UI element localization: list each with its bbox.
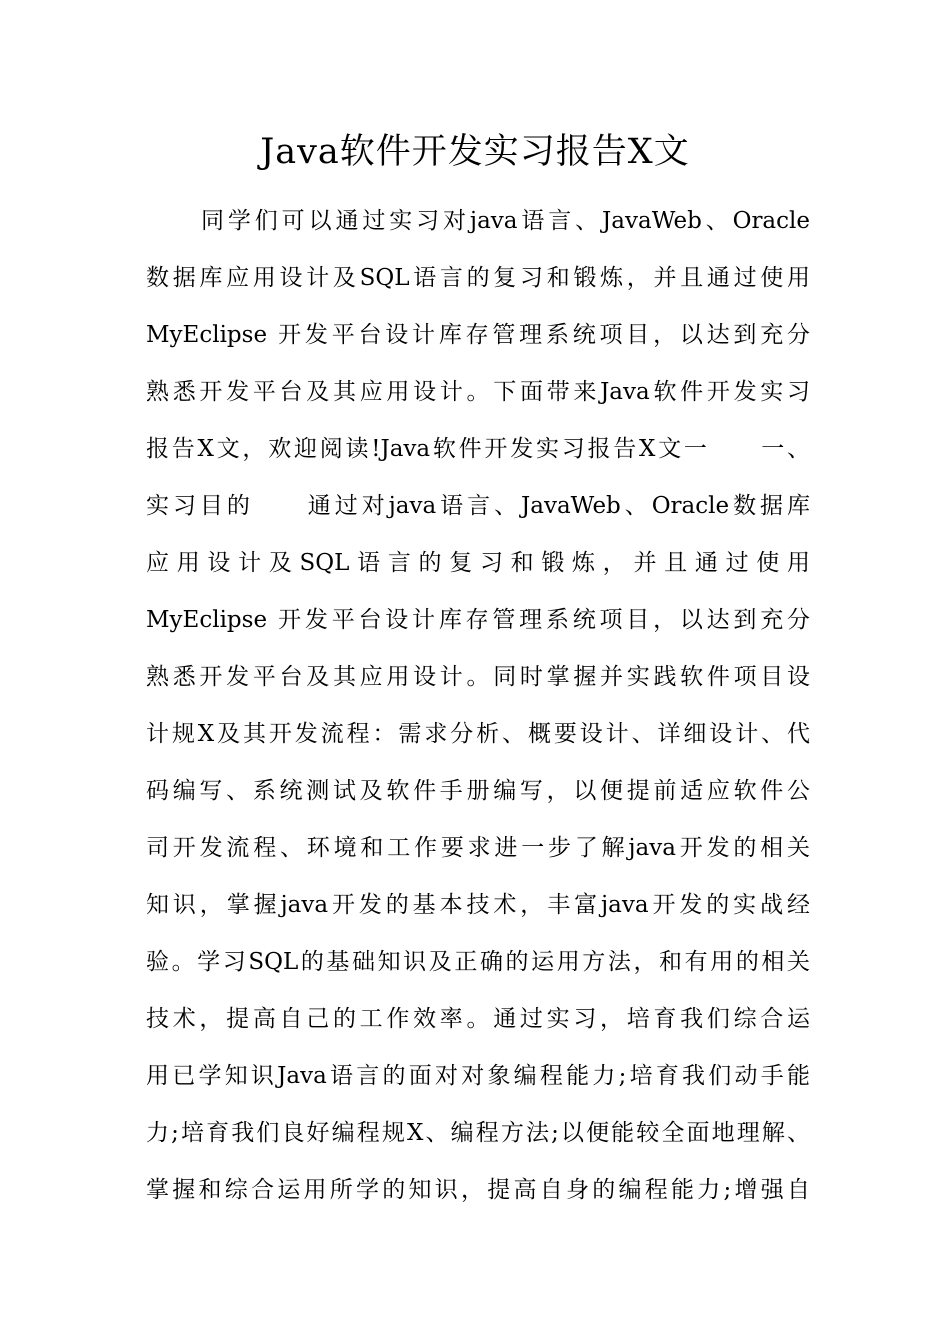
body-line-11: 码编写、系统测试及软件手册编写，以便提前适应软件公	[146, 778, 810, 804]
body-line-12: 司开发流程、环境和工作要求进一步了解java开发的相关	[146, 835, 810, 861]
body-line-7: 应用设计及SQL语言的复习和锻炼，并且通过使用	[146, 550, 810, 576]
body-line-16: 用已学知识Java语言的面对对象编程能力;培育我们动手能	[146, 1063, 810, 1089]
body-line-5: 报告X文，欢迎阅读!Java软件开发实习报告X文一 一、	[146, 436, 810, 462]
body-line-3: MyEclipse 开发平台设计库存管理系统项目，以达到充分	[146, 322, 810, 348]
body-line-2: 数据库应用设计及SQL语言的复习和锻炼，并且通过使用	[146, 265, 810, 291]
body-line-9: 熟悉开发平台及其应用设计。同时掌握并实践软件项目设	[146, 664, 810, 690]
body-line-10: 计规X及其开发流程：需求分析、概要设计、详细设计、代	[146, 721, 810, 747]
body-line-1: 同学们可以通过实习对java语言、JavaWeb、Oracle	[201, 208, 810, 234]
body-line-6: 实习目的 通过对java语言、JavaWeb、Oracle数据库	[146, 493, 810, 519]
body-line-17: 力;培育我们良好编程规X、编程方法;以便能较全面地理解、	[146, 1120, 810, 1146]
body-line-18: 掌握和综合运用所学的知识，提高自身的编程能力;增强自	[146, 1177, 810, 1203]
body-line-15: 技术，提高自己的工作效率。通过实习，培育我们综合运	[146, 1006, 810, 1032]
body-line-8: MyEclipse 开发平台设计库存管理系统项目，以达到充分	[146, 607, 810, 633]
document-body	[146, 193, 810, 1219]
document-title: Java软件开发实习报告X文	[260, 132, 690, 172]
body-line-13: 知识，掌握java开发的基本技术，丰富java开发的实战经	[146, 892, 810, 918]
body-line-14: 验。学习SQL的基础知识及正确的运用方法，和有用的相关	[146, 949, 810, 975]
body-line-4: 熟悉开发平台及其应用设计。下面带来Java软件开发实习	[146, 379, 810, 405]
